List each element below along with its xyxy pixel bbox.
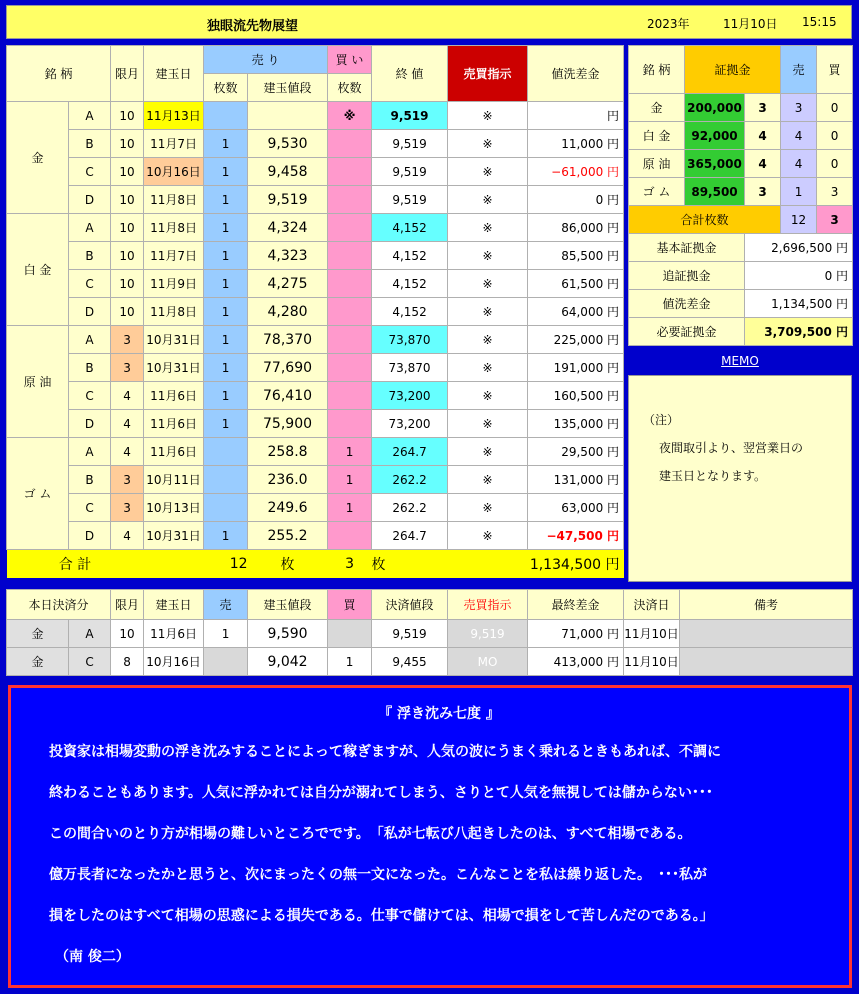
row-code: C	[69, 158, 111, 186]
row-diff: −47,500 円	[528, 522, 624, 550]
row-buy-qty	[328, 130, 372, 158]
col-buy-count: 枚数	[328, 74, 372, 102]
row-month: 10	[111, 158, 144, 186]
row-sell-qty: 1	[204, 270, 248, 298]
settle-instr: MO	[448, 648, 528, 676]
row-code: D	[69, 186, 111, 214]
side-buy: 0	[817, 94, 853, 122]
row-diff: 85,500 円	[528, 242, 624, 270]
side-margin: 92,000	[685, 122, 745, 150]
row-code: A	[69, 326, 111, 354]
row-code: B	[69, 242, 111, 270]
total-sell-count: 12	[144, 550, 248, 578]
title-bar	[6, 5, 852, 39]
row-diff: −61,000 円	[528, 158, 624, 186]
row-close: 4,152	[372, 298, 448, 326]
row-price: 249.6	[248, 494, 328, 522]
side-margin: 365,000	[685, 150, 745, 178]
row-instruction: ※	[448, 242, 528, 270]
row-code: B	[69, 466, 111, 494]
row-diff: 135,000 円	[528, 410, 624, 438]
row-diff: 0 円	[528, 186, 624, 214]
row-month: 4	[111, 438, 144, 466]
col-diff: 値洗差金	[528, 46, 624, 102]
row-buy-qty	[328, 326, 372, 354]
row-diff: 225,000 円	[528, 326, 624, 354]
settle-sell	[204, 648, 248, 676]
row-close: 9,519	[372, 130, 448, 158]
row-buy-qty	[328, 186, 372, 214]
row-instruction: ※	[448, 326, 528, 354]
row-buy-qty: 1	[328, 494, 372, 522]
settle-name: 金	[7, 648, 69, 676]
row-month: 10	[111, 242, 144, 270]
row-instruction: ※	[448, 410, 528, 438]
row-buy-qty	[328, 298, 372, 326]
quote-line: 損をしたのはすべて相場の思惑による損失である。仕事で儲けては、相場で損をして苦しんだのである。」	[49, 908, 714, 924]
row-date: 10月11日	[144, 466, 204, 494]
row-sell-qty: 1	[204, 522, 248, 550]
settle-date: 11月6日	[144, 620, 204, 648]
side-total-buy: 3	[817, 206, 853, 234]
row-date: 11月6日	[144, 382, 204, 410]
row-close: 4,152	[372, 242, 448, 270]
row-date: 10月31日	[144, 326, 204, 354]
row-date: 11月6日	[144, 410, 204, 438]
settle-sprice: 9,519	[372, 620, 448, 648]
side-col-brand: 銘 柄	[629, 46, 685, 94]
settle-buy	[328, 620, 372, 648]
row-diff: 29,500 円	[528, 438, 624, 466]
group-label: 金	[7, 102, 69, 214]
row-diff: 63,000 円	[528, 494, 624, 522]
row-buy-qty	[328, 242, 372, 270]
settle-month: 10	[111, 620, 144, 648]
side-count: 4	[745, 122, 781, 150]
row-date: 11月9日	[144, 270, 204, 298]
row-month: 4	[111, 522, 144, 550]
total-diff: 1,134,500 円	[448, 550, 624, 578]
row-month: 3	[111, 466, 144, 494]
row-code: B	[69, 354, 111, 382]
side-margin: 89,500	[685, 178, 745, 206]
side-buy: 0	[817, 122, 853, 150]
row-month: 3	[111, 494, 144, 522]
settle-date: 10月16日	[144, 648, 204, 676]
row-code: C	[69, 494, 111, 522]
side-brand: 金	[629, 94, 685, 122]
side-col-sell: 売	[781, 46, 817, 94]
quote-box	[8, 685, 852, 988]
row-date: 11月8日	[144, 214, 204, 242]
col-price: 建玉値段	[248, 74, 328, 102]
settle-name: 金	[7, 620, 69, 648]
header-time: 15:15	[802, 15, 837, 29]
row-price	[248, 102, 328, 130]
row-instruction: ※	[448, 102, 528, 130]
row-price: 77,690	[248, 354, 328, 382]
row-month: 4	[111, 410, 144, 438]
side-total-label: 合計枚数	[629, 206, 781, 234]
row-price: 4,275	[248, 270, 328, 298]
side-brand: ゴ ム	[629, 178, 685, 206]
row-code: B	[69, 130, 111, 158]
row-sell-qty: 1	[204, 158, 248, 186]
row-month: 3	[111, 326, 144, 354]
row-sell-qty: 1	[204, 186, 248, 214]
row-close: 262.2	[372, 466, 448, 494]
settle-col-sell: 売	[204, 590, 248, 620]
side-brand: 白 金	[629, 122, 685, 150]
row-buy-qty: 1	[328, 466, 372, 494]
side-total-sell: 12	[781, 206, 817, 234]
row-buy-qty	[328, 354, 372, 382]
row-sell-qty: 1	[204, 382, 248, 410]
group-label: ゴ ム	[7, 438, 69, 550]
summary-label: 追証拠金	[629, 262, 745, 290]
row-date: 10月31日	[144, 522, 204, 550]
col-close: 終 値	[372, 46, 448, 102]
settle-diff: 71,000 円	[528, 620, 624, 648]
row-buy-qty	[328, 522, 372, 550]
row-price: 78,370	[248, 326, 328, 354]
row-sell-qty: 1	[204, 326, 248, 354]
row-buy-qty: 1	[328, 438, 372, 466]
row-instruction: ※	[448, 494, 528, 522]
row-instruction: ※	[448, 298, 528, 326]
row-close: 262.2	[372, 494, 448, 522]
row-instruction: ※	[448, 214, 528, 242]
page-title: 独眼流先物展望	[207, 19, 299, 34]
memo-box	[628, 375, 852, 582]
row-instruction: ※	[448, 186, 528, 214]
row-month: 10	[111, 102, 144, 130]
row-price: 4,280	[248, 298, 328, 326]
col-instruction: 売買指示	[448, 46, 528, 102]
row-date: 11月8日	[144, 186, 204, 214]
settle-code: C	[69, 648, 111, 676]
row-code: D	[69, 410, 111, 438]
settle-col-name: 本日決済分	[7, 590, 111, 620]
settle-diff: 413,000 円	[528, 648, 624, 676]
quote-line: 億万長者になったかと思うと、次にまったくの無一文になった。こんなことを私は繰り返した。 ･･･私が	[49, 867, 707, 883]
side-col-margin: 証拠金	[685, 46, 781, 94]
settle-note	[680, 620, 853, 648]
row-code: A	[69, 214, 111, 242]
col-sell: 売 り	[204, 46, 328, 74]
row-buy-qty	[328, 214, 372, 242]
row-code: C	[69, 270, 111, 298]
settle-col-instr: 売買指示	[448, 590, 528, 620]
settlement-table	[6, 589, 853, 676]
row-sell-qty	[204, 102, 248, 130]
side-sell: 4	[781, 122, 817, 150]
row-month: 4	[111, 382, 144, 410]
row-date: 10月16日	[144, 158, 204, 186]
row-diff: 160,500 円	[528, 382, 624, 410]
row-close: 9,519	[372, 186, 448, 214]
settle-col-buy: 買	[328, 590, 372, 620]
row-instruction: ※	[448, 466, 528, 494]
total-label: 合 計	[7, 550, 144, 578]
row-diff: 191,000 円	[528, 354, 624, 382]
header-date: 11月10日	[723, 17, 778, 31]
row-close: 264.7	[372, 438, 448, 466]
quote-line: 投資家は相場変動の浮き沈みすることによって稼ぎますが、人気の波にうまく乗れるときもあれば、不調に	[49, 744, 721, 760]
row-date: 11月8日	[144, 298, 204, 326]
settle-col-diff: 最終差金	[528, 590, 624, 620]
summary-value: 2,696,500 円	[745, 234, 853, 262]
col-month: 限月	[111, 46, 144, 102]
settle-col-note: 備考	[680, 590, 853, 620]
row-instruction: ※	[448, 270, 528, 298]
side-brand: 原 油	[629, 150, 685, 178]
col-date: 建玉日	[144, 46, 204, 102]
row-close: 73,200	[372, 382, 448, 410]
row-sell-qty: 1	[204, 130, 248, 158]
row-price: 76,410	[248, 382, 328, 410]
row-instruction: ※	[448, 354, 528, 382]
row-code: D	[69, 298, 111, 326]
row-instruction: ※	[448, 438, 528, 466]
side-col-buy: 買	[817, 46, 853, 94]
summary-value: 3,709,500 円	[745, 318, 853, 346]
memo-line: 建玉日となります。	[659, 469, 767, 483]
row-date: 10月31日	[144, 354, 204, 382]
row-diff: 61,500 円	[528, 270, 624, 298]
summary-label: 基本証拠金	[629, 234, 745, 262]
total-buy-count: 3	[328, 550, 372, 578]
row-price: 4,324	[248, 214, 328, 242]
row-month: 3	[111, 354, 144, 382]
settle-sdate: 11月10日	[624, 620, 680, 648]
row-close: 264.7	[372, 522, 448, 550]
memo-link[interactable]: MEMO	[721, 354, 759, 368]
row-month: 10	[111, 214, 144, 242]
side-count: 4	[745, 150, 781, 178]
row-close: 73,200	[372, 410, 448, 438]
row-price: 9,519	[248, 186, 328, 214]
margin-table	[628, 45, 853, 346]
row-close: 9,519	[372, 158, 448, 186]
row-sell-qty	[204, 466, 248, 494]
row-date: 11月6日	[144, 438, 204, 466]
row-diff: 64,000 円	[528, 298, 624, 326]
row-code: D	[69, 522, 111, 550]
row-close: 4,152	[372, 270, 448, 298]
row-close: 4,152	[372, 214, 448, 242]
header-year: 2023年	[647, 17, 690, 31]
group-label: 原 油	[7, 326, 69, 438]
col-brand: 銘 柄	[7, 46, 111, 102]
row-instruction: ※	[448, 382, 528, 410]
row-month: 10	[111, 298, 144, 326]
memo-line: （注）	[643, 413, 680, 427]
row-price: 255.2	[248, 522, 328, 550]
quote-line: 終わることもあります。人気に浮かれては自分が溺れてしまう、さりとて人気を無視しては儲からない･･･	[49, 785, 713, 801]
row-diff: 131,000 円	[528, 466, 624, 494]
row-sell-qty: 1	[204, 354, 248, 382]
settle-code: A	[69, 620, 111, 648]
settle-col-sprice: 決済値段	[372, 590, 448, 620]
row-code: C	[69, 382, 111, 410]
row-price: 9,530	[248, 130, 328, 158]
positions-table	[6, 45, 624, 578]
row-close: 9,519	[372, 102, 448, 130]
row-price: 75,900	[248, 410, 328, 438]
row-instruction: ※	[448, 522, 528, 550]
memo-line: 夜間取引より、翌営業日の	[659, 441, 804, 455]
side-margin: 200,000	[685, 94, 745, 122]
row-month: 10	[111, 130, 144, 158]
row-month: 10	[111, 186, 144, 214]
quote-author: （南 俊二）	[55, 949, 130, 965]
row-buy-qty	[328, 410, 372, 438]
settle-sdate: 11月10日	[624, 648, 680, 676]
row-sell-qty: 1	[204, 214, 248, 242]
row-date: 11月13日	[144, 102, 204, 130]
row-date: 10月13日	[144, 494, 204, 522]
quote-title: 『 浮き沈み七度 』	[378, 706, 500, 722]
side-buy: 3	[817, 178, 853, 206]
row-buy-qty	[328, 158, 372, 186]
settle-col-price: 建玉値段	[248, 590, 328, 620]
side-count: 3	[745, 178, 781, 206]
row-code: A	[69, 438, 111, 466]
group-label: 白 金	[7, 214, 69, 326]
side-count: 3	[745, 94, 781, 122]
row-sell-qty	[204, 438, 248, 466]
row-close: 73,870	[372, 354, 448, 382]
row-buy-qty	[328, 382, 372, 410]
row-sell-qty	[204, 494, 248, 522]
settle-month: 8	[111, 648, 144, 676]
row-price: 4,323	[248, 242, 328, 270]
row-price: 236.0	[248, 466, 328, 494]
total-unit-buy: 枚	[372, 550, 448, 578]
summary-label: 必要証拠金	[629, 318, 745, 346]
row-date: 11月7日	[144, 242, 204, 270]
summary-label: 値洗差金	[629, 290, 745, 318]
col-buy: 買 い	[328, 46, 372, 74]
summary-value: 0 円	[745, 262, 853, 290]
settle-sprice: 9,455	[372, 648, 448, 676]
side-sell: 1	[781, 178, 817, 206]
settle-instr: 9,519	[448, 620, 528, 648]
settle-price: 9,590	[248, 620, 328, 648]
settle-note	[680, 648, 853, 676]
total-unit-sell: 枚	[248, 550, 328, 578]
side-buy: 0	[817, 150, 853, 178]
row-diff: 円	[528, 102, 624, 130]
row-close: 73,870	[372, 326, 448, 354]
settle-col-month: 限月	[111, 590, 144, 620]
row-instruction: ※	[448, 130, 528, 158]
settle-buy: 1	[328, 648, 372, 676]
side-sell: 4	[781, 150, 817, 178]
col-sell-count: 枚数	[204, 74, 248, 102]
row-diff: 11,000 円	[528, 130, 624, 158]
row-buy-qty: ※	[328, 102, 372, 130]
row-date: 11月7日	[144, 130, 204, 158]
row-instruction: ※	[448, 158, 528, 186]
row-code: A	[69, 102, 111, 130]
row-price: 9,458	[248, 158, 328, 186]
row-sell-qty: 1	[204, 410, 248, 438]
row-price: 258.8	[248, 438, 328, 466]
settle-col-date: 建玉日	[144, 590, 204, 620]
side-sell: 3	[781, 94, 817, 122]
quote-line: この間合いのとり方が相場の難しいところでです。 「私が七転び八起きしたのは、すべて相場である。	[49, 826, 692, 842]
summary-value: 1,134,500 円	[745, 290, 853, 318]
settle-price: 9,042	[248, 648, 328, 676]
settle-sell: 1	[204, 620, 248, 648]
settle-col-sdate: 決済日	[624, 590, 680, 620]
row-buy-qty	[328, 270, 372, 298]
row-month: 10	[111, 270, 144, 298]
row-sell-qty: 1	[204, 242, 248, 270]
row-sell-qty: 1	[204, 298, 248, 326]
row-diff: 86,000 円	[528, 214, 624, 242]
